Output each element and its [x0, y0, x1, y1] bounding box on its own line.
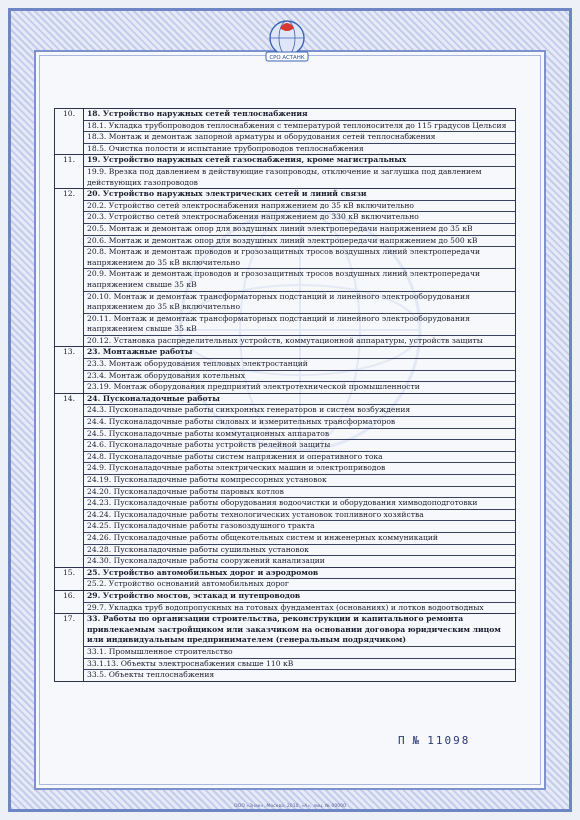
work-item: 20.9. Монтаж и демонтаж проводов и грозозащитных тросов воздушных линий электропередачи напряжением свыше 35 кВ — [84, 269, 515, 291]
work-item: 24.28. Пусконаладочные работы сушильных установок — [84, 545, 515, 557]
logo-text: СРО АСТАНК — [269, 55, 305, 61]
sro-logo-icon — [246, 14, 328, 66]
work-item: 20.5. Монтаж и демонтаж опор для воздушных линий электропередачи напряжением до 35 кВ — [84, 224, 515, 236]
work-types-table — [54, 108, 516, 682]
row-content — [84, 567, 516, 590]
row-number: 17. — [55, 614, 84, 682]
work-item: 25.2. Устройство оснований автомобильных дорог — [87, 579, 289, 589]
table-row — [55, 109, 516, 155]
row-number: 10. — [55, 109, 84, 155]
row-number: 16. — [55, 590, 84, 613]
table-row — [55, 614, 516, 682]
section-title: 29. Устройство мостов, эстакад и путепроводов — [84, 591, 515, 603]
work-item: 23.19. Монтаж оборудования предприятий электротехнической промышленности — [87, 382, 420, 392]
row-number: 11. — [55, 155, 84, 189]
serial-symbol: № — [412, 734, 422, 747]
row-content — [84, 347, 516, 393]
table-row — [55, 590, 516, 613]
table-row — [55, 393, 516, 567]
table-row — [55, 347, 516, 393]
work-item: 24.20. Пусконаладочные работы паровых котлов — [84, 487, 515, 499]
work-item: 33.1. Промышленное строительство — [84, 647, 515, 659]
row-content — [84, 109, 516, 155]
work-item: 18.1. Укладка трубопроводов теплоснабжения с температурой теплоносителя до 115 градусов Цельсия — [84, 121, 515, 133]
section-title: 25. Устройство автомобильных дорог и аэродромов — [84, 568, 515, 580]
work-item: 24.26. Пусконаладочные работы общекотельных систем и инженерных коммуникаций — [84, 533, 515, 545]
work-item: 24.19. Пусконаладочные работы компрессорных установок — [84, 475, 515, 487]
section-title: 19. Устройство наружных сетей газоснабжения, кроме магистральных — [84, 155, 515, 167]
printer-footer: ООО «Знак», Москва, 2010, «А», лиц. № 00000 — [233, 804, 347, 809]
work-item: 24.3. Пусконаладочные работы синхронных генераторов и систем возбуждения — [84, 405, 515, 417]
work-item: 20.6. Монтаж и демонтаж опор для воздушных линий электропередачи напряжением до 500 кВ — [84, 236, 515, 248]
work-item: 24.30. Пусконаладочные работы сооружений канализации — [87, 556, 325, 566]
serial-value: 11098 — [427, 734, 471, 747]
work-item: 24.25. Пусконаладочные работы газовоздушного тракта — [84, 521, 515, 533]
work-item: 24.4. Пусконаладочные работы силовых и измерительных трансформаторов — [84, 417, 515, 429]
row-content — [84, 189, 516, 347]
work-item: 33.5. Объекты теплоснабжения — [87, 670, 215, 680]
section-title: 23. Монтажные работы — [84, 347, 515, 359]
row-number: 15. — [55, 567, 84, 590]
work-item: 20.3. Устройство сетей электроснабжения напряжением до 330 кВ включительно — [84, 212, 515, 224]
serial-prefix: П — [398, 734, 407, 747]
work-item: 24.23. Пусконаладочные работы оборудования водоочистки и оборудования химводоподготовки — [84, 498, 515, 510]
serial-number — [398, 734, 476, 747]
work-item: 19.9. Врезка под давлением в действующие газопроводы, отключение и заглушка под давлением действующих газопроводов — [87, 166, 482, 187]
work-item: 23.3. Монтаж оборудования тепловых электростанций — [84, 359, 515, 371]
table-row — [55, 189, 516, 347]
section-title: 18. Устройство наружных сетей теплоснабжения — [84, 109, 515, 121]
table-row — [55, 155, 516, 189]
work-item: 20.11. Монтаж и демонтаж трансформаторных подстанций и линейного электрооборудования напряжением свыше 35 кВ — [84, 314, 515, 336]
work-item: 33.1.13. Объекты электроснабжения свыше 110 кВ — [84, 659, 515, 671]
table-row — [55, 567, 516, 590]
work-item: 20.12. Установка распределительных устройств, коммутационной аппаратуры, устройств защиты — [87, 335, 483, 345]
row-content — [84, 155, 516, 189]
work-item: 24.24. Пусконаладочные работы технологических установок топливного хозяйства — [84, 510, 515, 522]
work-item: 24.6. Пусконаладочные работы устройств релейной защиты — [84, 440, 515, 452]
work-item: 18.3. Монтаж и демонтаж запорной арматуры и оборудования сетей теплоснабжения — [84, 132, 515, 144]
work-item: 20.8. Монтаж и демонтаж проводов и грозозащитных тросов воздушных линий электропередачи напряжением до 35 кВ включительно — [84, 247, 515, 269]
work-item: 24.8. Пусконаладочные работы систем напряжения и оперативного тока — [84, 452, 515, 464]
row-content — [84, 590, 516, 613]
work-item: 18.5. Очистка полости и испытание трубопроводов теплоснабжения — [87, 143, 364, 153]
work-item: 20.2. Устройство сетей электроснабжения напряжением до 35 кВ включительно — [84, 201, 515, 213]
work-item: 20.10. Монтаж и демонтаж трансформаторных подстанций и линейного электрооборудования напряжением до 35 кВ включительно — [84, 292, 515, 314]
work-item: 24.9. Пусконаладочные работы электрических машин и электроприводов — [84, 463, 515, 475]
work-item: 29.7. Укладка труб водопропускных на готовых фундаментах (основаниях) и лотков водоотводных — [87, 602, 484, 612]
section-title: 20. Устройство наружных электрических сетей и линий связи — [84, 189, 515, 201]
work-item: 23.4. Монтаж оборудования котельных — [84, 371, 515, 383]
row-number: 14. — [55, 393, 84, 567]
row-content — [84, 614, 516, 682]
section-title: 33. Работы по организации строительства, реконструкции и капитального ремонта привлекаемым застройщиком или заказчиком на основании договора юридическим лицом или индивидуальным предпринимателем (генеральным подрядчиком) — [84, 614, 515, 647]
section-title: 24. Пусконаладочные работы — [84, 394, 515, 406]
row-number: 12. — [55, 189, 84, 347]
work-item: 24.5. Пусконаладочные работы коммутационных аппаратов — [84, 429, 515, 441]
row-content — [84, 393, 516, 567]
row-number: 13. — [55, 347, 84, 393]
